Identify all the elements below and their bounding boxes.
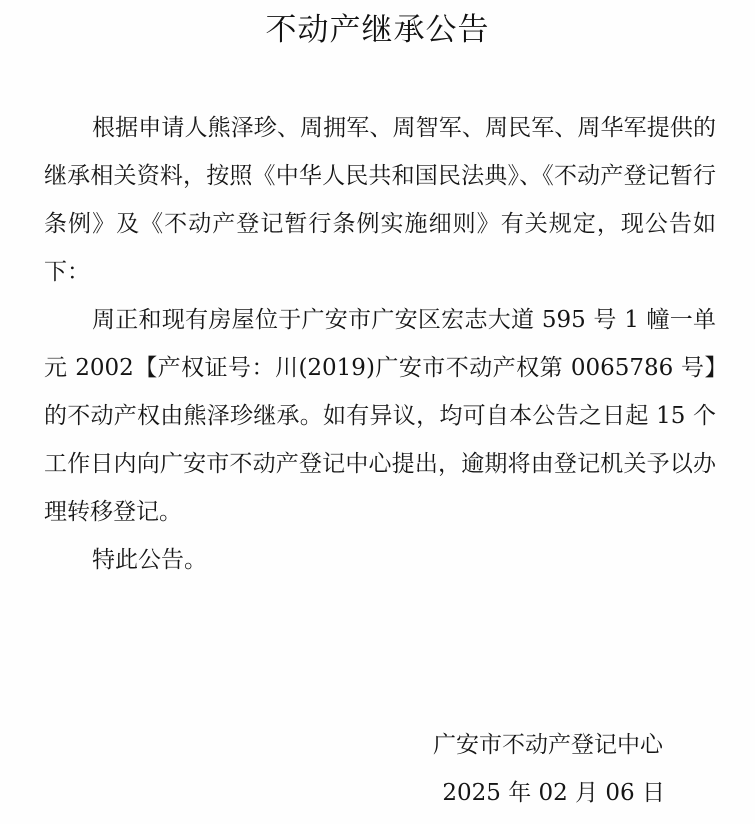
signature-block — [433, 721, 663, 817]
paragraph-closing: 特此公告。 — [92, 547, 207, 573]
paragraph-basis: 根据申请人熊泽珍、周拥军、周智军、周民军、周华军提供的继承相关资料，按照《中华人民共和国民法典》、《不动产登记暂行条例》及《不动产登记暂行条例实施细则》有关规定，现公告如下： — [44, 115, 716, 285]
document-body — [44, 104, 716, 584]
issue-date: 2025 年 02 月 06 日 — [442, 780, 665, 806]
issuing-organization: 广安市不动产登记中心 — [433, 732, 663, 758]
paragraph-property-inheritance: 周正和现有房屋位于广安市广安区宏志大道 595 号 1 幢一单元 2002【产权证号：川(2019)广安市不动产权第 0065786 号】的不动产权由熊泽珍继承。如有异议，均可自本公告之日起 15 个工作日内向广安市不动产登记中心提出，逾期将由登记机关予以办理转移登记。 — [44, 307, 716, 525]
document-title: 不动产继承公告 — [265, 12, 490, 48]
